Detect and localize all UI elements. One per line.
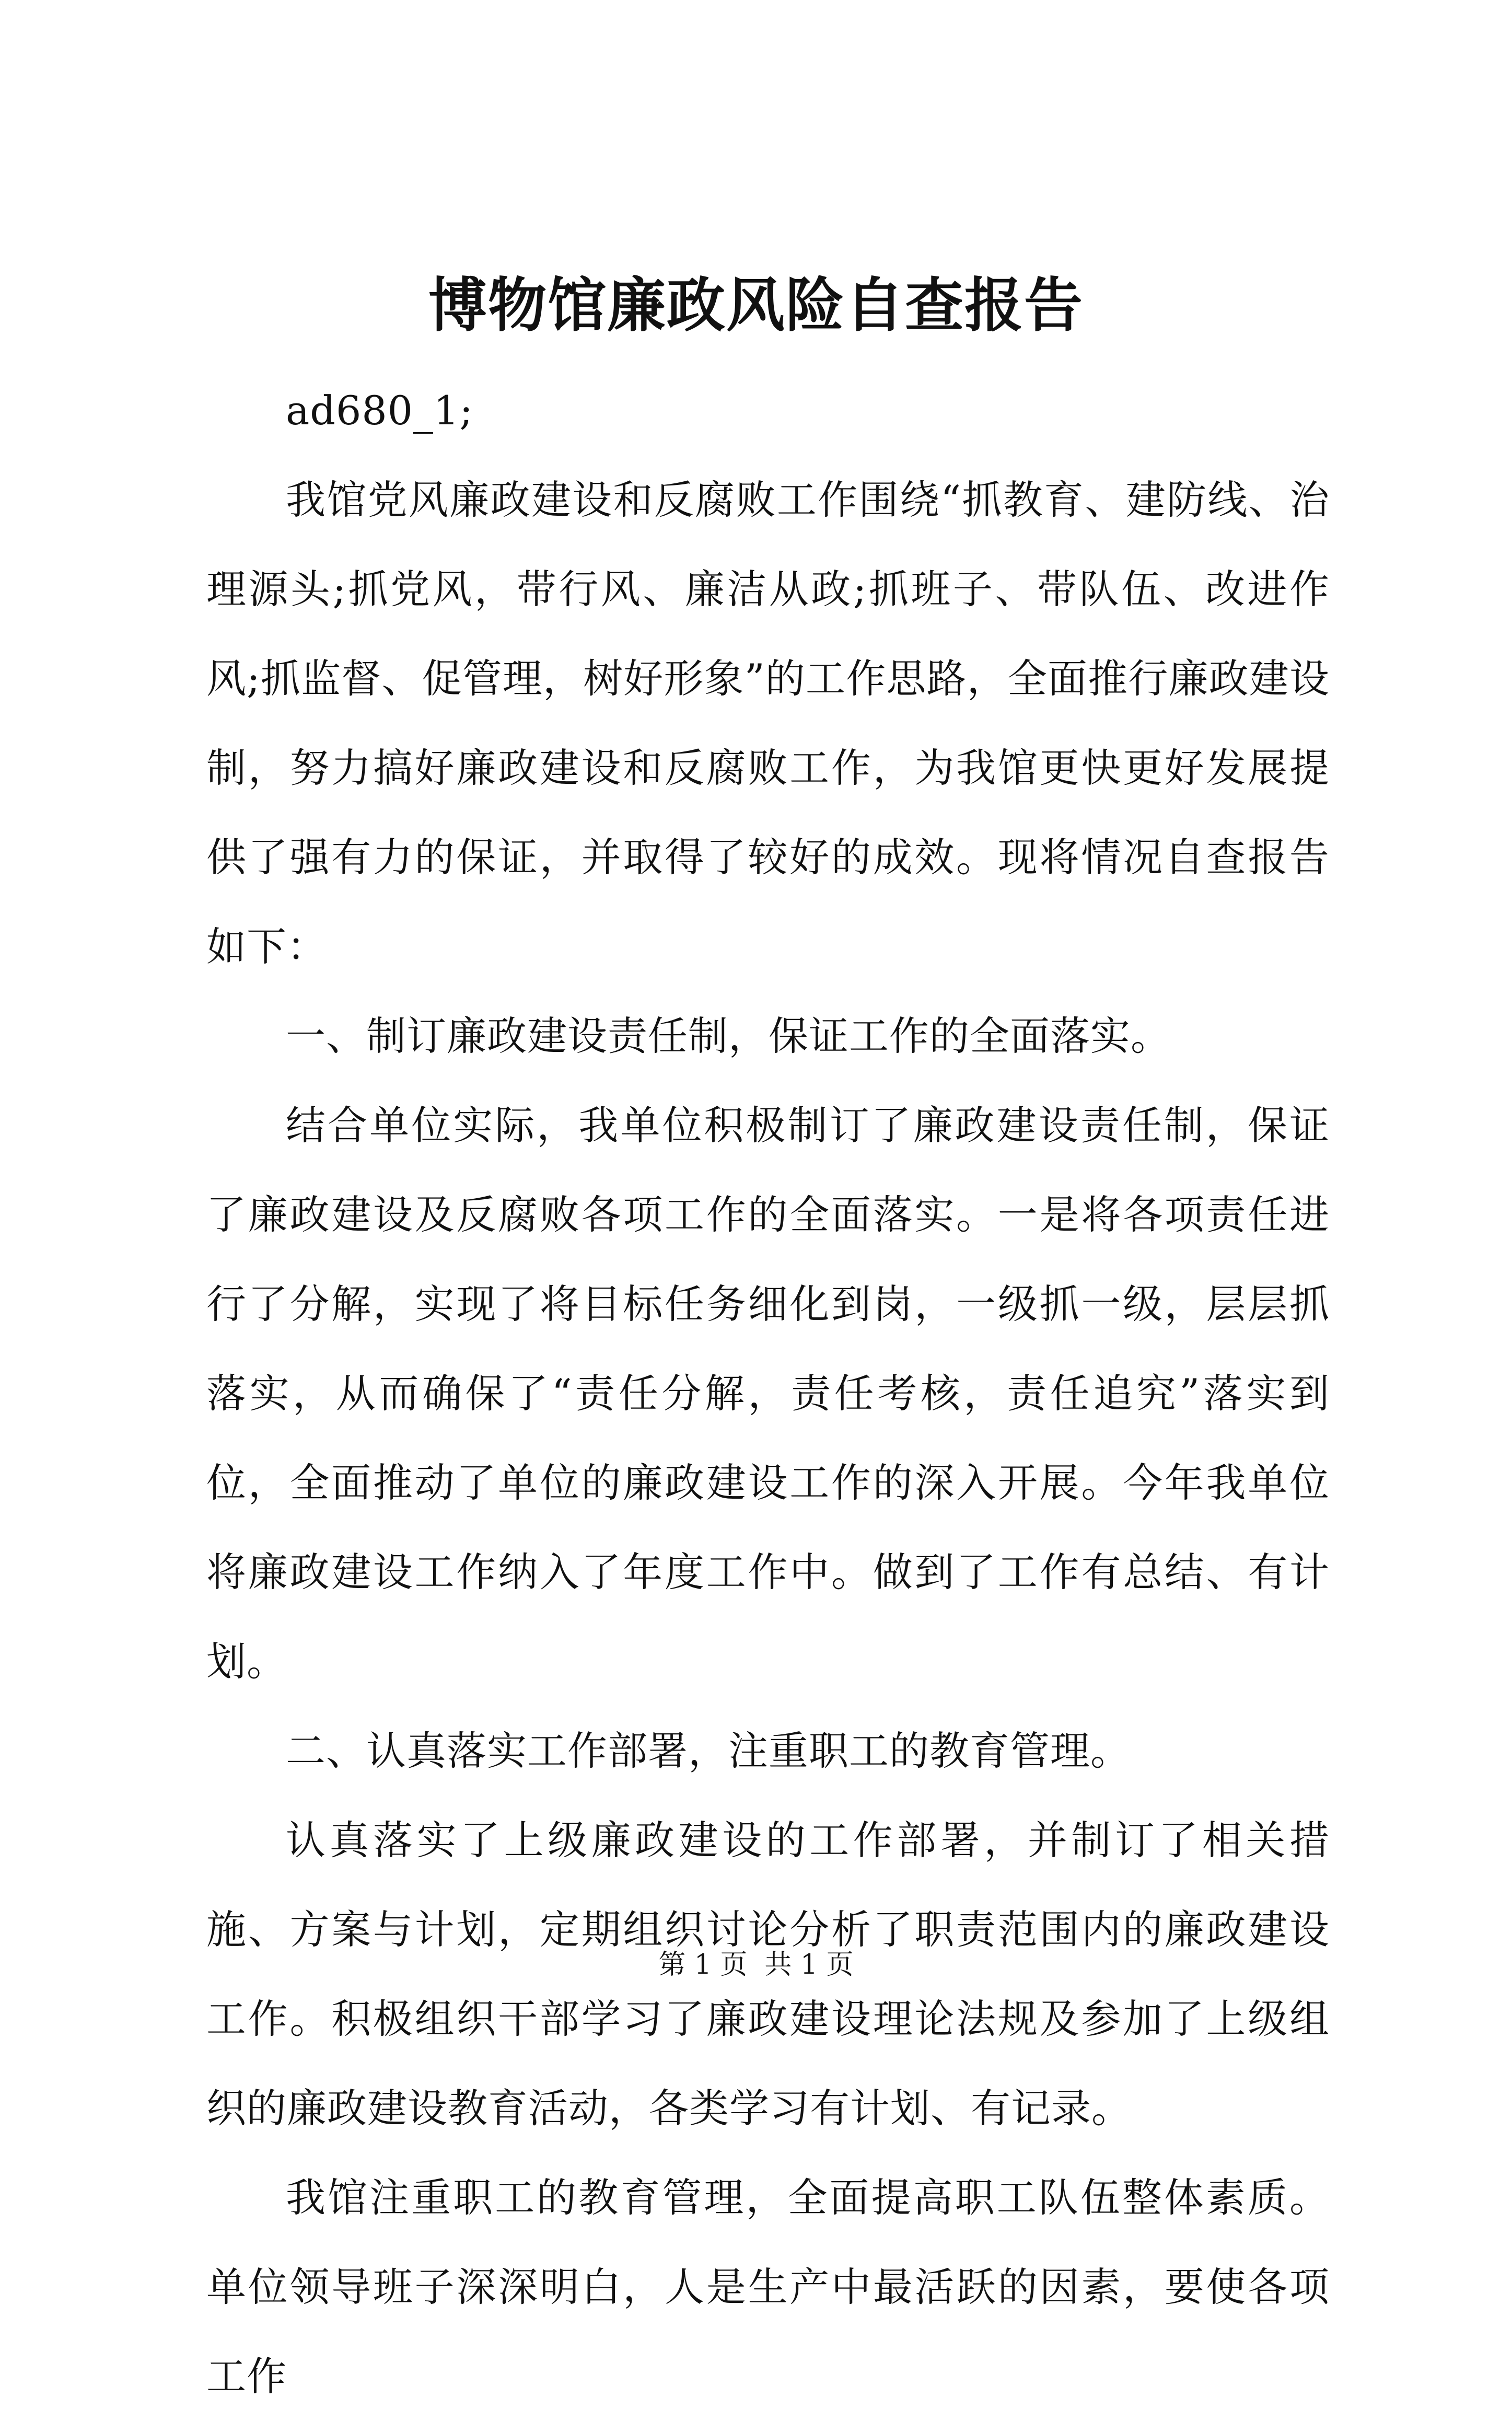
paragraph: 我馆党风廉政建设和反腐败工作围绕“抓教育、建防线、治理源头;抓党风，带行风、廉洁从政;抓班子、带队伍、改进作风;抓监督、促管理，树好形象”的工作思路，全面推行廉政建设制，努力搞好廉政建设和反腐败工作，为我馆更快更好发展提供了强有力的保证，并取得了较好的成效。现将情况自查报告如下： bbox=[206, 477, 1330, 970]
document-title: 博物馆廉政风险自查报告 bbox=[428, 271, 1084, 340]
section-heading: 一、制订廉政建设责任制，保证工作的全面落实。 bbox=[286, 1013, 1171, 1059]
paragraph: 结合单位实际，我单位积极制订了廉政建设责任制，保证了廉政建设及反腐败各项工作的全面落实。一是将各项责任进行了分解，实现了将目标任务细化到岗，一级抓一级，层层抓落实，从而确保了“责任分解，责任考核，责任追究”落实到位，全面推动了单位的廉政建设工作的深入开展。今年我单位将廉政建设工作纳入了年度工作中。做到了工作有总结、有计划。 bbox=[206, 1102, 1330, 1685]
page-footer bbox=[0, 1944, 1512, 1986]
paragraph: 我馆注重职工的教育管理，全面提高职工队伍整体素质。单位领导班子深深明白，人是生产中最活跃的因素，要使各项工作 bbox=[206, 2174, 1330, 2400]
document-body bbox=[206, 366, 1330, 2421]
page-number: 第 1 页 共 1 页 bbox=[658, 1949, 854, 1980]
paragraph: 认真落实了上级廉政建设的工作部署，并制订了相关措施、方案与计划，定期组织讨论分析了职责范围内的廉政建设工作。积极组织干部学习了廉政建设理论法规及参加了上级组织的廉政建设教育活动，各类学习有计划、有记录。 bbox=[206, 1817, 1330, 2132]
paragraph: ad680_1; bbox=[286, 387, 473, 434]
section-heading: 二、认真落实工作部署，注重职工的教育管理。 bbox=[286, 1728, 1131, 1774]
